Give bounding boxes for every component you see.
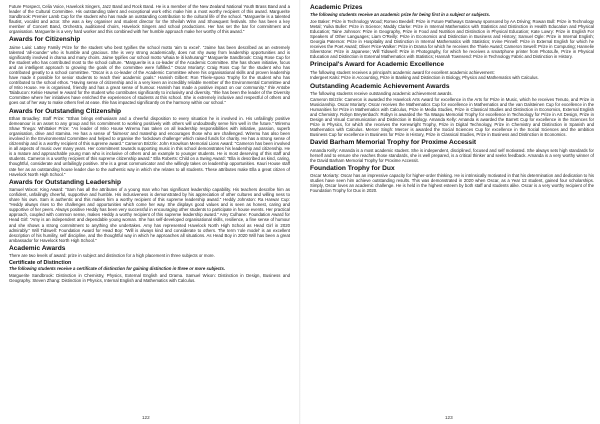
certificate-distinction-intro: The following students receive a certificate of distinction for gaining distinction in three or more subjects. [9, 266, 226, 272]
proxime-accessit-heading: David Barham Memorial Trophy for Proxime Accessit [310, 139, 477, 147]
outstanding-leadership-heading: Awards for Outstanding Leadership [9, 178, 121, 186]
outstanding-citizenship-paragraph: Ethan Broadley: Staff Prize: "Ethan brings enthusiasm and a cheerful disposition to every situation he is involved in. His unfailingly positive demeanour is an asset to any group and his commitment to working positively with others will undoubtedly serve him well in the future." Wiremu Shaw Tinega: Whittaker Prize: "As leader of Miro House Wiremu has taken on all leadership responsibilities with initiative, passion, superb organisation, drive and stamina. He has a sense of 'fairness' and mateship and encourages those who are challenged. Wiremu has also been involved in the Environmental Committee and helped to organise the 'lockdown challenge' which raised funds for charity. He has a strong sense of citizenship and is a worthy recipient of this supreme award." Cameron Brizzle: John Knowlson Memorial Lions Award: "Cameron has been involved in all aspects of music over many years. Her commitment towards supporting music in this school demonstrates his leadership and citizenship. He is a mature and approachable young man who is inclusive of others and an example to younger students. He is most deserving of this staff and students. Cameron is a worthy recipient of this supreme citizenship award." Ella Roberts: Child on a Swing Award: "Ella is described as kind, caring, thoughtful, considerate and unfailingly positive. She is a great communicator and she willingly takes on leadership opportunities. Kauri House staff rate her as an outstanding house leader due to the authentic way in which she relates to all students. These attributes make Ella a great citizen of Havelock North High School." [9, 116, 290, 177]
academic-awards-paragraph: There are two levels of award: prize in subject and distinction for a high placement in three subjects or more. [9, 253, 215, 259]
outstanding-academic-paragraph: Cameron Brizzle: Cameron is awarded the Havelock Arts Award for excellence in the Arts for Prize in Music, which he receives Tenuto, and Prize in Musicianship. Oscar Moriarty: Oscar receives the Mathematics Cup for excellence in Mathematics and the van Dalsteinen Cup for excellence in the Humanities for Prize in Mathematics with Calculus, Prize in Media Studies, Prize in Classical Studies and Distinction in Economics, External English and Chemistry. Robyn Breytenbach: Robyn is awarded the Tia Waapu Memorial Trophy for excellence in Technology for Prize in Art Design, Prize in Design and Visual Communication and Distinction in Biology. Amanda Kelly: Amanda is awarded the Barrett Cup for excellence in the Sciences for Prize in Physics, for which she receives the Kerewright Trophy, Prize in Digital Technology, Prize in Chemistry and Distinction in Spanish and Mathematics with Calculus. Mercer Singh: Mercer is awarded the Social Sciences Cup for excellence in the Social Sciences and the ambition Business Cup for excellence in Business for Prize in History, Prize in Classical Studies, Prize in Business and Distinction in Economics. [310, 96, 594, 137]
citizenship-paragraph: Jaime Luisi: Lattey Family Prize for the student who best typifies the school motto 'aim to excel'. "Jaime has been described as an extremely talented 'all-rounder' who is humble and gracious. She is very strong academically, does not shy away from leadership opportunities and is significantly involved in drama and many choirs. Jaime typifies our school motto 'whaia te iti kahurangi'" Marguerite Sandbrook: Craig Rose Cup for the student who has contributed most to the school culture. "Marguerite is a co-leader of the Academic Committee. She has shown initiative, focus and an intelligent approach to growing the goals of the committee were fulfilled." Oscar Moriarty: Craig Ross Cup for the student who has contributed greatly to a school committee. "Oscar is a co-leader of the Academic Committee where his organisational skills and proven leadership have made it possible for senior students to reach their academic goals." Hamish Gilbert: Ron Thiele-sposo Trophy for the student who has contributed to the school ethos. "Having sense of citizenship and is a very keen an incredibly reliable member of the Environmental Committee and of Miro House. He is organised, friendly and has a great sense of humour. Hamish has made a positive impact on our community." Ihle Antobe Talabucon: Kelsie Hawnel Ie Award for the student who contributes significantly to inclusivity and diversity. "Ihle has been the leader of the Diversity Committee where her initiatives have enriched the experiences of students at this school. She is extremely inclusive and respectful of others and goes out of her way to make others feel at ease. Ihle has impacted significantly on the harmony within our school." [9, 44, 290, 106]
outstanding-academic-intro: The following students receive outstanding academic achievement awards. [310, 91, 453, 96]
right-page [300, 0, 600, 424]
principal-award-intro: The following student receives a principal's academic award for excellent academic achievement: [310, 69, 495, 75]
outstanding-academic-heading: Outstanding Academic Achievement Awards [310, 82, 450, 90]
proxime-accessit-paragraph: Amanda Kelly: Amanda is a most academic student. She is independent, disciplined, focused and self motivated. She always sets high standards for herself and to ensure she reaches those standards, she is well prepared, is a critical thinker and seeks feedback. Amanda is a very worthy winner of the David Barham Memorial Trophy for Proxime Accessit. [310, 147, 594, 163]
page-number-right: 123 [445, 415, 453, 420]
foundation-trophy-paragraph: Oscar Moriarty: Oscar has an impressive capacity for higher-order thinking. He is intrinsically motivated in that his determination and dedication to his studies have seen him achieve outstanding results. This was demonstrated in 2020 when Oscar, as a Year 12 student, gained four scholarships. Simply, Oscar loves an academic challenge. He is held in the highest esteem by both staff and students alike. Oscar is a very worthy recipient of the Foundation Trophy for Dux in 2020. [310, 173, 594, 194]
foundation-trophy-heading: Foundation Trophy for Dux [310, 164, 395, 172]
academic-prizes-intro: The following students receive an academic prize for being first in a subject or subjects. [310, 12, 491, 18]
opening-paragraph: Future Prospect, Celia Voice, Havelock Singers, Jazz Band and Rock Band. He is a member of the New Zealand National Youth Brass Band and a leader of the Cultural Committee. His outstanding talent and exceptional work ethic make him a most worthy recipient of this award. Marguerite Sandbrook: Premier Lamb Cup for the student who has made an outstanding contribution to the cultural life of the school. "Marguerite is a talented flautist, vocalist and actor. She was a key organiser and student director for the Sheilah Winn and Showquest festivals. She has been a key member of Concert Band, Orchestra, auditioned choirs, Havelock Singers and school productions. Her has set the bar for commitment and organisation. Marguerite is a very hard worker and this combined with her humble approach make her worthy of this award." [9, 4, 290, 35]
outstanding-citizenship-heading: Awards for Outstanding Citizenship [9, 107, 121, 115]
outstanding-leadership-paragraph: Samuel Wixon: King Award: "Sam has all the attributes of a young man who has significant leadership capability. His teachers describe him as confident, unfailingly cheerful, supportive and humble. His inclusiveness is demonstrated by his appreciation of other cultures and willing ness to share his own. Sam is authentic and this makes him a worthy recipient of this supreme leadership award." Heddy Johnston: Ra Harwar Cup: "Heddy always rises to the challenges and opportunities which come her way. She displays good values and is seen as honest, caring and supportive of her peers. Always positive Heddy has been very successful in encouraging other students to participate in house events. Her practical approach, coupled with common sense, makes Heddy a worthy recipient of this supreme leadership award." Amy Culhane: Foundation Award for Head Girl: "Amy is an independent and dependable young woman. She has self-developed organisational skills, resilience, a fine sense of humour and she shows a strong commitment to anything she undertakes. Amy has represented Havelock North High School as Head Girl in 2020 admirably." Will Tidswell: Foundation Award for Head Boy: "Will is always kind and considerate to others. The term 'role model' is an excellent description of his humility, self discipline, and the thoughtful way in which he approaches all situations. As Head Boy in 2020 Will has been a great ambassador for Havelock North High School." [9, 187, 290, 243]
citizenship-heading: Awards for Citizenship [9, 36, 81, 44]
principal-award-heading: Principal's Award for Academic Excellence [310, 61, 444, 69]
principal-award-paragraph: Indergeet Kalsi: Prize in Accounting, Prize in Banking and Distinction in Biology, Physics and Mathematics with Calculus. [310, 75, 539, 81]
certificate-distinction-paragraph: Marguerite Sandbrook: Distinction in Chemistry, Physics, External English and Drama. Samuel Wixon: Distinction in Design, Business and Geography. Steven Zhang: Distinction in Physics, Internal English and Mathematics with Calculus. [9, 272, 290, 283]
academic-prizes-paragraph: Joe Baker: Prize in Technology Wood; Romeo Beedell: Prize in Future Pathways Gateway sponsored by AA Driving; Rowan Bull: Prize in Technology Metal; Yuika Buller: Prize in Science; Maddy Clarke: Prize in Internal Mathematics with Statistics and Distinction in Health Education and Physical Education; Taine Johnson: Prize in Geography, Prize in Food and Nutrition and Distinction in Physical Education; Kate Lowry: Prize in English For Speakers of Other Languages; Liam O'Reilly: Prize in Economics and Distinction in Business and History; Samuel Ogle: Prize in Internal English; Georgia Paterson: Prize in Hospitality and Distinction in Internal Mathematics with Statistics; Irvine Pinnell: Prize in External English for which he receives the Poet Award; Oliver Price-Walker: Prize in Drama for which he receives the Thiele Award; Cameron Sewell: Prize in Computing; Hannelie Silverstone: Prize in Japanese; Will Tidswell: Prize in Photography, for which he receives a smartphone printer from PhotoLife, Prize in Physical Education and Distinction in External Mathematics with Statistics; Hannah Townsend: Prize in Technology Fabric and Distinction in History. [310, 18, 594, 60]
academic-awards-heading: Academic Awards [9, 244, 66, 252]
certificate-distinction-heading: Certificate of Distinction [9, 259, 72, 266]
academic-prizes-heading: Academic Prizes [310, 4, 363, 11]
page-number-left: 122 [142, 415, 150, 420]
